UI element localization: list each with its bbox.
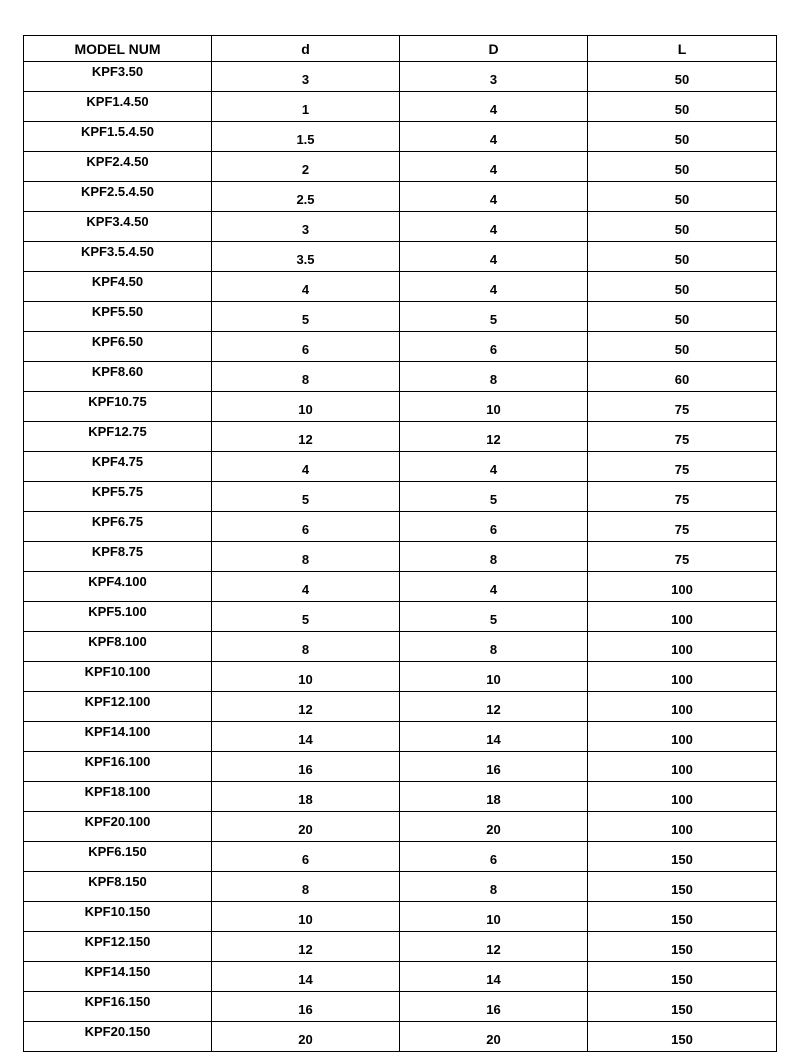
outer-diameter-cell: 4 [400,92,588,122]
inner-diameter-cell: 3 [212,212,400,242]
length-cell: 50 [588,62,777,92]
outer-diameter-cell: 12 [400,692,588,722]
inner-diameter-cell: 5 [212,602,400,632]
spec-table [23,35,777,1052]
header-length: L [588,36,777,62]
model-cell: KPF3.50 [24,62,212,92]
table-row [24,482,777,512]
model-cell: KPF6.150 [24,842,212,872]
model-cell: KPF4.75 [24,452,212,482]
outer-diameter-cell: 5 [400,602,588,632]
outer-diameter-cell: 6 [400,512,588,542]
model-cell: KPF14.100 [24,722,212,752]
outer-diameter-cell: 18 [400,782,588,812]
table-row [24,332,777,362]
model-cell: KPF10.150 [24,902,212,932]
length-cell: 75 [588,452,777,482]
length-cell: 100 [588,662,777,692]
inner-diameter-cell: 12 [212,422,400,452]
inner-diameter-cell: 10 [212,902,400,932]
model-cell: KPF14.150 [24,962,212,992]
inner-diameter-cell: 5 [212,482,400,512]
length-cell: 60 [588,362,777,392]
length-cell: 100 [588,632,777,662]
outer-diameter-cell: 20 [400,1022,588,1052]
model-cell: KPF18.100 [24,782,212,812]
table-row [24,1022,777,1052]
table-row [24,992,777,1022]
length-cell: 150 [588,872,777,902]
table-row [24,512,777,542]
length-cell: 50 [588,152,777,182]
inner-diameter-cell: 18 [212,782,400,812]
outer-diameter-cell: 4 [400,572,588,602]
outer-diameter-cell: 4 [400,212,588,242]
outer-diameter-cell: 10 [400,392,588,422]
table-row [24,92,777,122]
table-row [24,452,777,482]
inner-diameter-cell: 1.5 [212,122,400,152]
length-cell: 150 [588,932,777,962]
table-row [24,572,777,602]
model-cell: KPF1.5.4.50 [24,122,212,152]
table-row [24,302,777,332]
length-cell: 50 [588,242,777,272]
header-row [24,36,777,62]
inner-diameter-cell: 5 [212,302,400,332]
outer-diameter-cell: 4 [400,182,588,212]
table-row [24,752,777,782]
inner-diameter-cell: 4 [212,452,400,482]
outer-diameter-cell: 16 [400,752,588,782]
table-row [24,632,777,662]
length-cell: 50 [588,92,777,122]
outer-diameter-cell: 4 [400,152,588,182]
table-row [24,212,777,242]
outer-diameter-cell: 12 [400,932,588,962]
table-row [24,182,777,212]
outer-diameter-cell: 4 [400,452,588,482]
model-cell: KPF20.100 [24,812,212,842]
outer-diameter-cell: 10 [400,902,588,932]
model-cell: KPF8.100 [24,632,212,662]
length-cell: 50 [588,212,777,242]
length-cell: 150 [588,1022,777,1052]
outer-diameter-cell: 6 [400,842,588,872]
table-row [24,62,777,92]
outer-diameter-cell: 6 [400,332,588,362]
model-cell: KPF8.60 [24,362,212,392]
inner-diameter-cell: 2.5 [212,182,400,212]
length-cell: 100 [588,812,777,842]
length-cell: 100 [588,752,777,782]
length-cell: 100 [588,572,777,602]
outer-diameter-cell: 3 [400,62,588,92]
inner-diameter-cell: 8 [212,362,400,392]
length-cell: 100 [588,782,777,812]
inner-diameter-cell: 6 [212,332,400,362]
model-cell: KPF8.75 [24,542,212,572]
length-cell: 75 [588,422,777,452]
model-cell: KPF12.75 [24,422,212,452]
outer-diameter-cell: 4 [400,122,588,152]
model-cell: KPF4.50 [24,272,212,302]
inner-diameter-cell: 20 [212,812,400,842]
model-cell: KPF5.75 [24,482,212,512]
inner-diameter-cell: 4 [212,572,400,602]
inner-diameter-cell: 10 [212,662,400,692]
length-cell: 150 [588,842,777,872]
table-row [24,692,777,722]
model-cell: KPF8.150 [24,872,212,902]
model-cell: KPF20.150 [24,1022,212,1052]
model-cell: KPF6.50 [24,332,212,362]
length-cell: 150 [588,992,777,1022]
length-cell: 75 [588,542,777,572]
table-row [24,932,777,962]
inner-diameter-cell: 2 [212,152,400,182]
length-cell: 50 [588,302,777,332]
inner-diameter-cell: 1 [212,92,400,122]
table-row [24,902,777,932]
outer-diameter-cell: 10 [400,662,588,692]
model-cell: KPF3.5.4.50 [24,242,212,272]
table-row [24,962,777,992]
outer-diameter-cell: 14 [400,962,588,992]
table-body [24,62,777,1052]
table-row [24,662,777,692]
table-row [24,602,777,632]
model-cell: KPF10.100 [24,662,212,692]
length-cell: 50 [588,332,777,362]
outer-diameter-cell: 14 [400,722,588,752]
inner-diameter-cell: 12 [212,692,400,722]
table-row [24,272,777,302]
inner-diameter-cell: 20 [212,1022,400,1052]
outer-diameter-cell: 4 [400,272,588,302]
inner-diameter-cell: 16 [212,992,400,1022]
inner-diameter-cell: 16 [212,752,400,782]
length-cell: 75 [588,482,777,512]
inner-diameter-cell: 6 [212,842,400,872]
inner-diameter-cell: 3 [212,62,400,92]
length-cell: 100 [588,692,777,722]
outer-diameter-cell: 5 [400,482,588,512]
table-row [24,812,777,842]
table-header [24,36,777,62]
model-cell: KPF6.75 [24,512,212,542]
model-cell: KPF12.150 [24,932,212,962]
model-cell: KPF2.5.4.50 [24,182,212,212]
outer-diameter-cell: 4 [400,242,588,272]
inner-diameter-cell: 8 [212,872,400,902]
table-row [24,872,777,902]
length-cell: 100 [588,722,777,752]
length-cell: 50 [588,122,777,152]
table-row [24,722,777,752]
outer-diameter-cell: 12 [400,422,588,452]
table-row [24,242,777,272]
inner-diameter-cell: 6 [212,512,400,542]
header-inner-diameter: d [212,36,400,62]
outer-diameter-cell: 8 [400,872,588,902]
length-cell: 100 [588,602,777,632]
inner-diameter-cell: 14 [212,722,400,752]
header-outer-diameter: D [400,36,588,62]
model-cell: KPF16.150 [24,992,212,1022]
model-cell: KPF5.50 [24,302,212,332]
table-row [24,392,777,422]
outer-diameter-cell: 8 [400,542,588,572]
table-row [24,782,777,812]
length-cell: 150 [588,962,777,992]
inner-diameter-cell: 14 [212,962,400,992]
inner-diameter-cell: 8 [212,542,400,572]
table-row [24,122,777,152]
length-cell: 75 [588,392,777,422]
outer-diameter-cell: 8 [400,632,588,662]
table-row [24,362,777,392]
model-cell: KPF16.100 [24,752,212,782]
length-cell: 150 [588,902,777,932]
model-cell: KPF2.4.50 [24,152,212,182]
outer-diameter-cell: 5 [400,302,588,332]
header-model-num: MODEL NUM [24,36,212,62]
inner-diameter-cell: 12 [212,932,400,962]
model-cell: KPF3.4.50 [24,212,212,242]
model-cell: KPF10.75 [24,392,212,422]
outer-diameter-cell: 20 [400,812,588,842]
table-row [24,152,777,182]
table-row [24,542,777,572]
length-cell: 50 [588,272,777,302]
length-cell: 75 [588,512,777,542]
outer-diameter-cell: 8 [400,362,588,392]
table-row [24,422,777,452]
model-cell: KPF4.100 [24,572,212,602]
length-cell: 50 [588,182,777,212]
outer-diameter-cell: 16 [400,992,588,1022]
inner-diameter-cell: 3.5 [212,242,400,272]
inner-diameter-cell: 8 [212,632,400,662]
model-cell: KPF1.4.50 [24,92,212,122]
inner-diameter-cell: 4 [212,272,400,302]
model-cell: KPF5.100 [24,602,212,632]
model-cell: KPF12.100 [24,692,212,722]
inner-diameter-cell: 10 [212,392,400,422]
table-row [24,842,777,872]
